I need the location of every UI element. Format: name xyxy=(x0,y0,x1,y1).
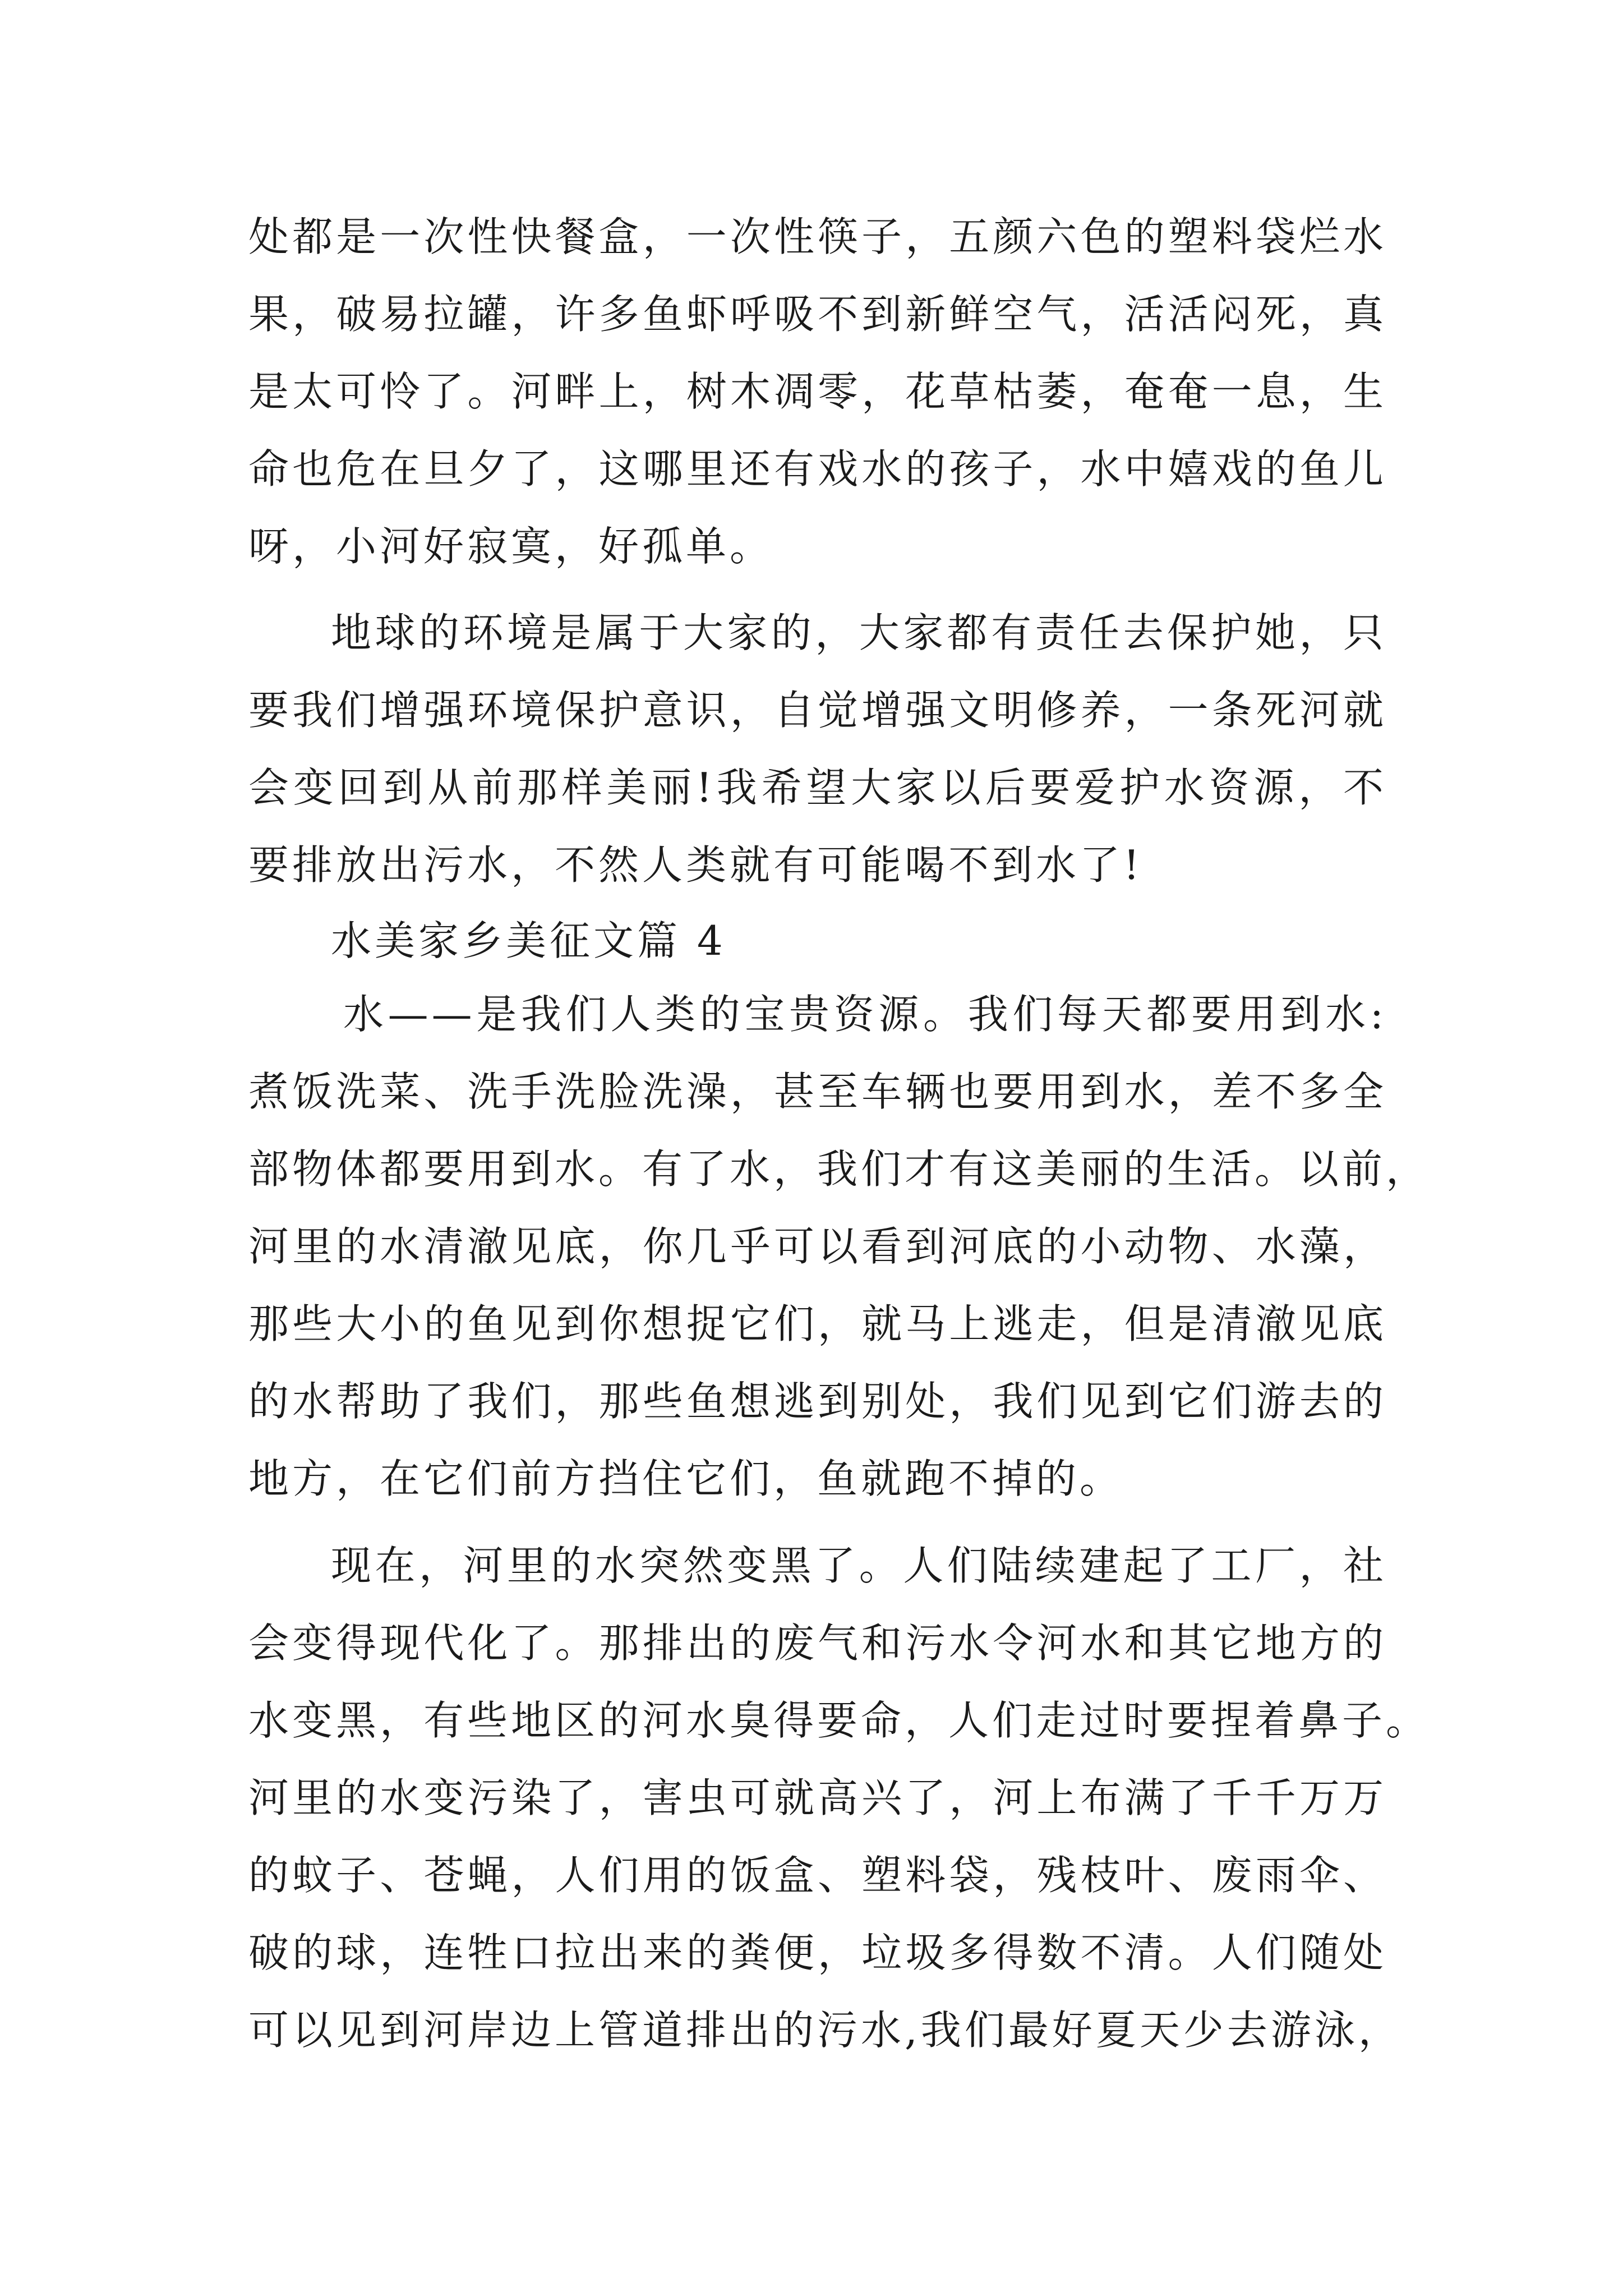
text-line: 地球的环境是属于大家的，大家都有责任去保护她，只 xyxy=(331,609,1387,656)
text-line: 是太可怜了。河畔上，树木凋零，花草枯萎，奄奄一息，生 xyxy=(248,368,1387,415)
text-line: 部物体都要用到水。有了水，我们才有这美丽的生活。以前， xyxy=(248,1145,1430,1193)
text-line: 处都是一次性快餐盒，一次性筷子，五颜六色的塑料袋烂水 xyxy=(248,213,1387,260)
text-line: 煮饭洗菜、洗手洗脸洗澡，甚至车辆也要用到水，差不多全 xyxy=(248,1068,1387,1115)
text-line: 会变回到从前那样美丽!我希望大家以后要爱护水资源，不 xyxy=(248,764,1387,811)
text-line: 呀，小河好寂寞，好孤单。 xyxy=(248,523,774,570)
text-line: 破的球，连牲口拉出来的粪便，垃圾多得数不清。人们随处 xyxy=(248,1929,1387,1976)
text-line: 会变得现代化了。那排出的废气和污水令河水和其它地方的 xyxy=(248,1619,1387,1667)
text-line: 的蚊子、苍蝇，人们用的饭盒、塑料袋，残枝叶、废雨伞、 xyxy=(248,1852,1387,1899)
text-line: 的水帮助了我们，那些鱼想逃到别处，我们见到它们游去的 xyxy=(248,1378,1387,1425)
section-heading: 水美家乡美征文篇 4 xyxy=(331,917,726,964)
text-line: 可以见到河岸边上管道排出的污水,我们最好夏天少去游泳， xyxy=(248,2007,1402,2054)
text-line: 现在，河里的水突然变黑了。人们陆续建起了工厂，社 xyxy=(331,1542,1387,1589)
text-line: 水——是我们人类的宝贵资源。我们每天都要用到水: xyxy=(343,991,1387,1038)
text-line: 果，破易拉罐，许多鱼虾呼吸不到新鲜空气，活活闷死，真 xyxy=(248,291,1387,338)
text-line: 水变黑，有些地区的河水臭得要命，人们走过时要捏着鼻子。 xyxy=(248,1697,1430,1744)
text-line: 地方，在它们前方挡住它们，鱼就跑不掉的。 xyxy=(248,1455,1124,1502)
text-line: 那些大小的鱼见到你想捉它们，就马上逃走，但是清澈见底 xyxy=(248,1300,1387,1347)
text-line: 河里的水清澈见底，你几乎可以看到河底的小动物、水藻， xyxy=(248,1223,1387,1270)
text-line: 要排放出污水，不然人类就有可能喝不到水了! xyxy=(248,841,1143,889)
text-line: 要我们增强环境保护意识，自觉增强文明修养，一条死河就 xyxy=(248,687,1387,734)
text-line: 河里的水变污染了，害虫可就高兴了，河上布满了千千万万 xyxy=(248,1774,1387,1821)
text-line: 命也危在旦夕了，这哪里还有戏水的孩子，水中嬉戏的鱼儿 xyxy=(248,445,1387,493)
